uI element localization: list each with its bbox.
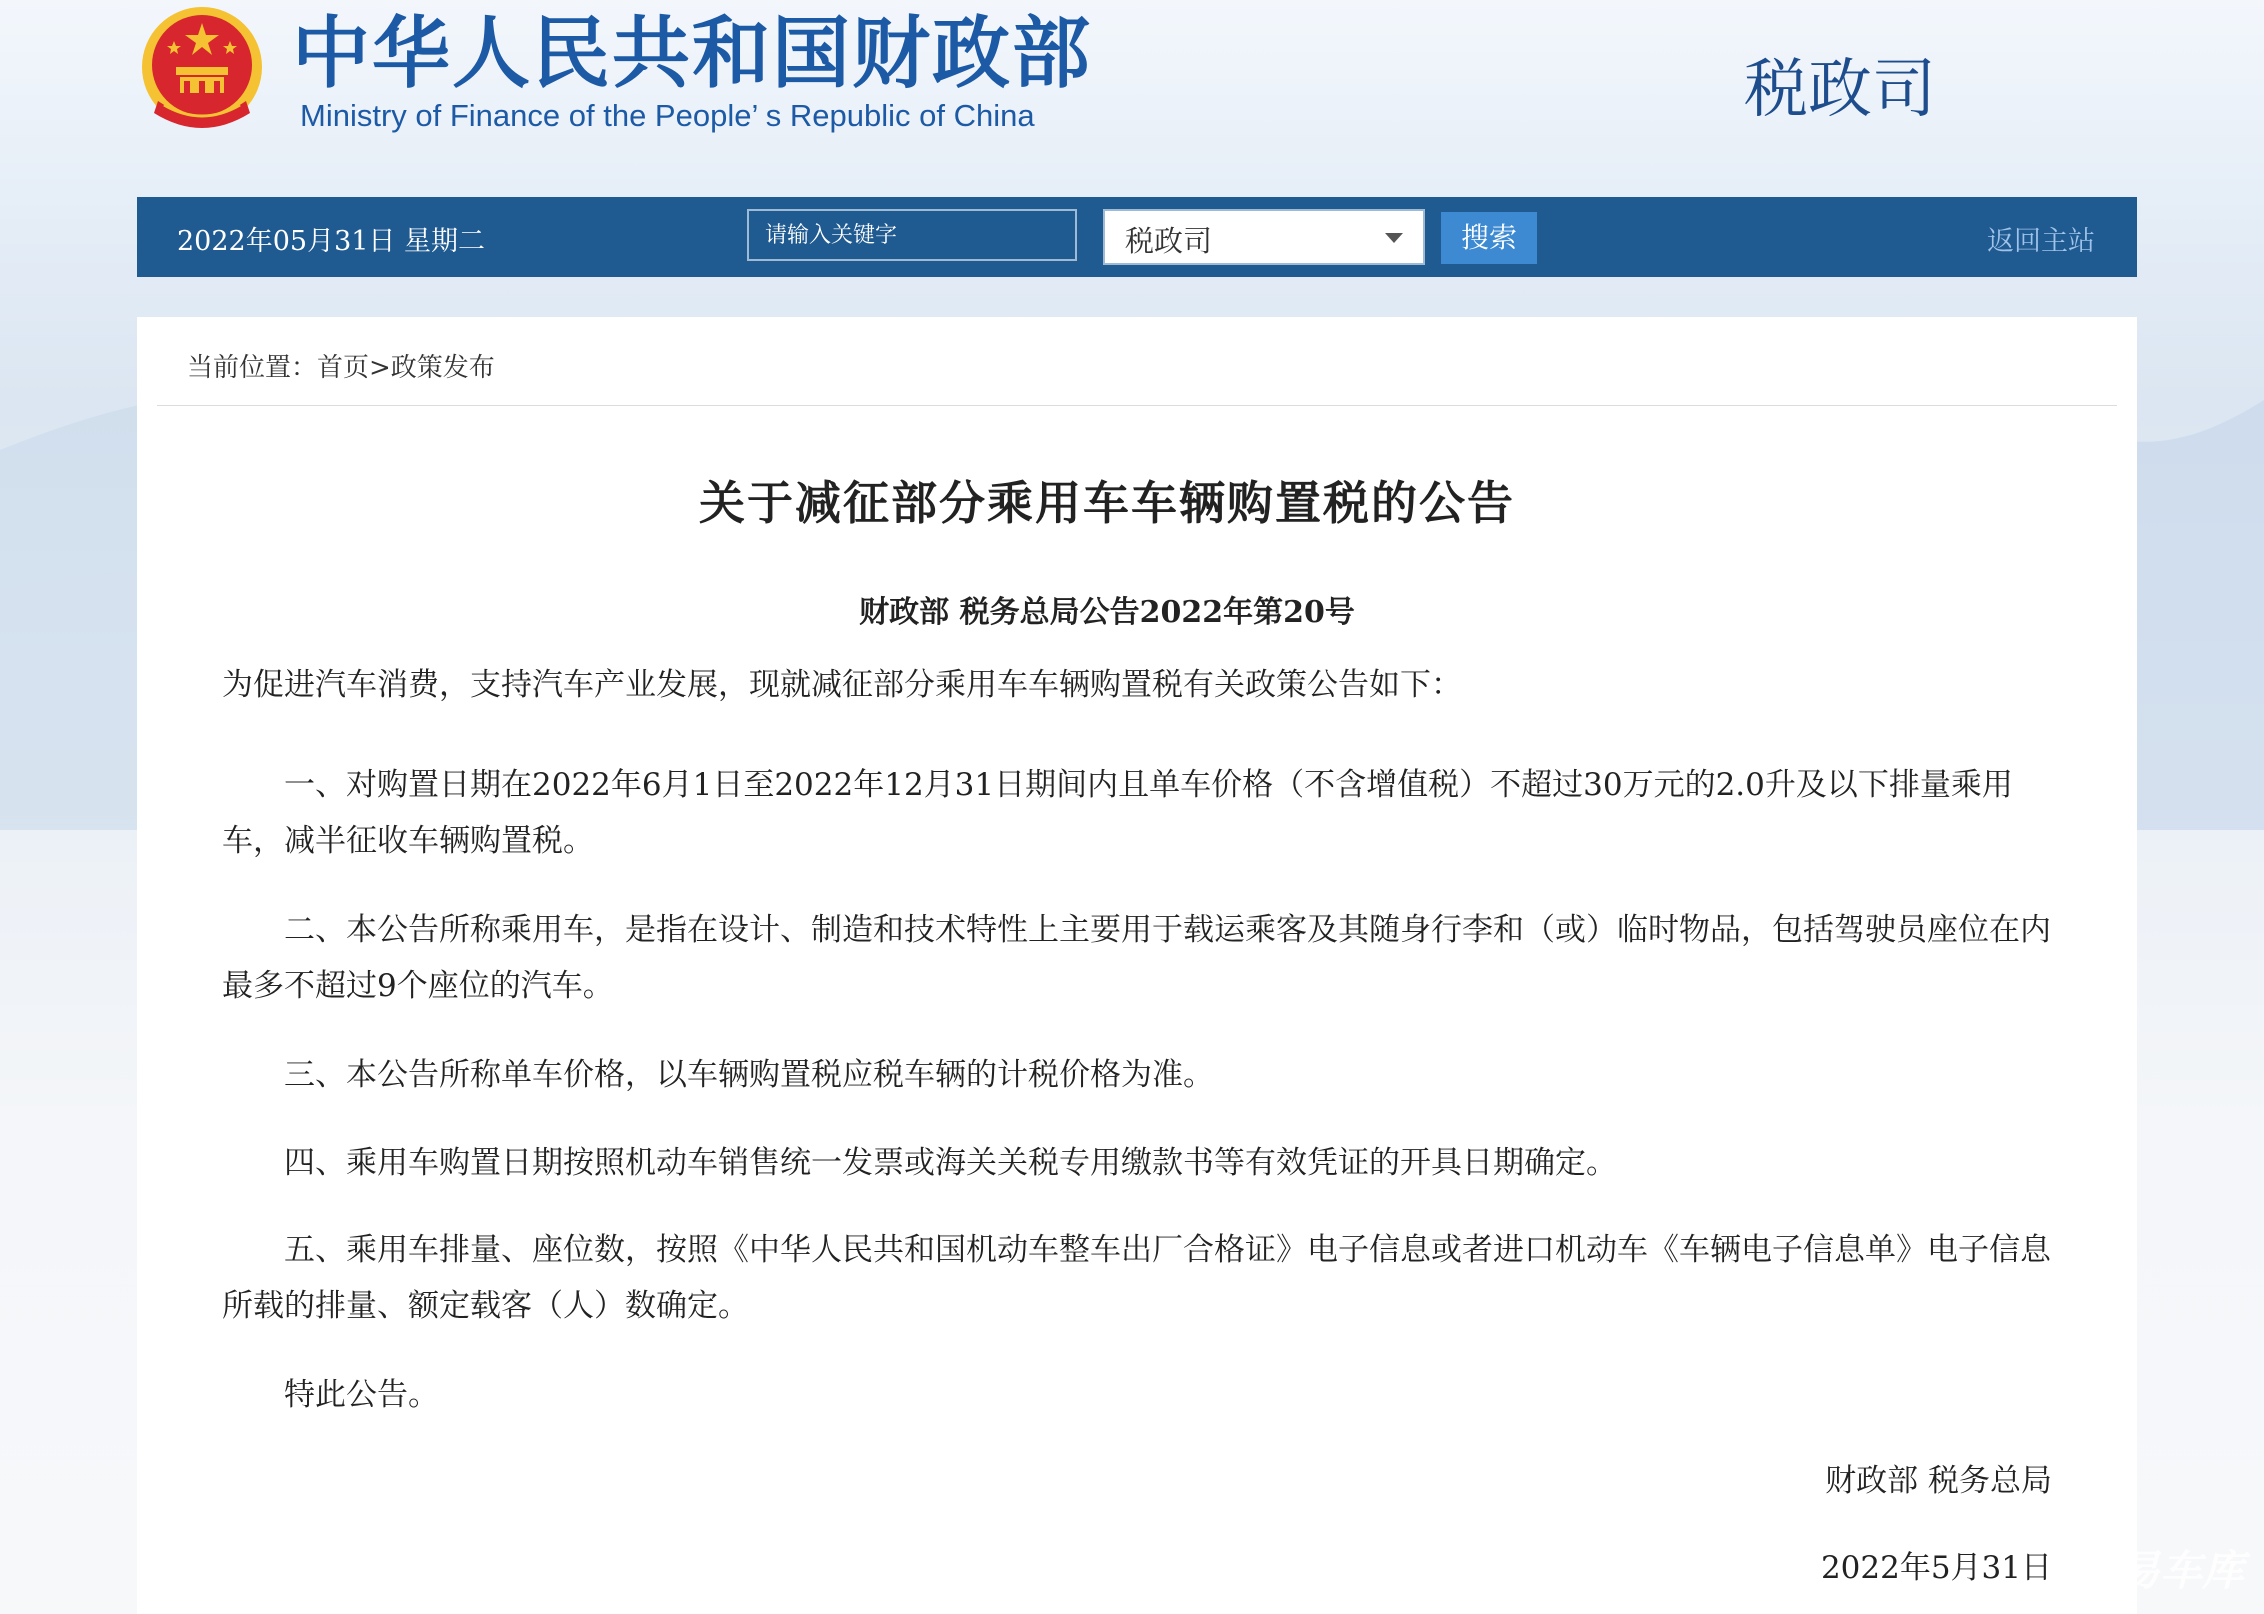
site-title-en: Ministry of Finance of the People’ s Republic of China xyxy=(300,98,1035,133)
site-title-cn: 中华人民共和国财政部 xyxy=(292,9,1093,99)
divider xyxy=(157,405,2117,406)
navbar xyxy=(137,197,2137,277)
article-intro: 为促进汽车消费，支持汽车产业发展，现就减征部分乘用车车辆购置税有关政策公告如下： xyxy=(222,667,1462,703)
signature-date: 2022年5月31日 xyxy=(1820,1550,2052,1586)
article-paragraph: 四、乘用车购置日期按照机动车销售统一发票或海关关税专用缴款书等有效凭证的开具日期确定。 xyxy=(284,1145,1617,1181)
department-title: 税政司 xyxy=(1744,53,1936,127)
signature-org: 财政部 税务总局 xyxy=(1825,1463,2052,1499)
content-card xyxy=(137,317,2137,1614)
search-input[interactable] xyxy=(747,209,1077,261)
department-select-value: 税政司 xyxy=(1125,224,1213,258)
article-paragraph: 一、对购置日期在2022年6月1日至2022年12月31日期间内且单车价格（不含增值税）不超过30万元的2.0升及以下排量乘用车，减半征收车辆购置税。 xyxy=(222,767,2013,859)
article-paragraph: 三、本公告所称单车价格，以车辆购置税应税车辆的计税价格为准。 xyxy=(284,1057,1214,1093)
article-number: 财政部 税务总局公告2022年第20号 xyxy=(859,595,1355,630)
national-emblem-icon xyxy=(138,5,266,137)
watermark: 易车库 xyxy=(2118,1546,2245,1595)
article-closing: 特此公告。 xyxy=(284,1377,439,1413)
department-select[interactable] xyxy=(1103,209,1425,265)
current-date: 2022年05月31日 星期二 xyxy=(177,226,486,257)
article-title: 关于减征部分乘用车车辆购置税的公告 xyxy=(699,476,1515,530)
search-button[interactable]: 搜索 xyxy=(1441,212,1537,264)
home-link[interactable]: 返回主站 xyxy=(1987,226,2095,257)
article-paragraph: 二、本公告所称乘用车，是指在设计、制造和技术特性上主要用于载运乘客及其随身行李和（或）临时物品，包括驾驶员座位在内最多不超过9个座位的汽车。 xyxy=(222,912,2051,1004)
article-paragraph: 五、乘用车排量、座位数，按照《中华人民共和国机动车整车出厂合格证》电子信息或者进口机动车《车辆电子信息单》电子信息所载的排量、额定载客（人）数确定。 xyxy=(222,1232,2051,1324)
breadcrumb: 当前位置：首页>政策发布 xyxy=(187,353,495,383)
chevron-down-icon xyxy=(1385,233,1403,243)
